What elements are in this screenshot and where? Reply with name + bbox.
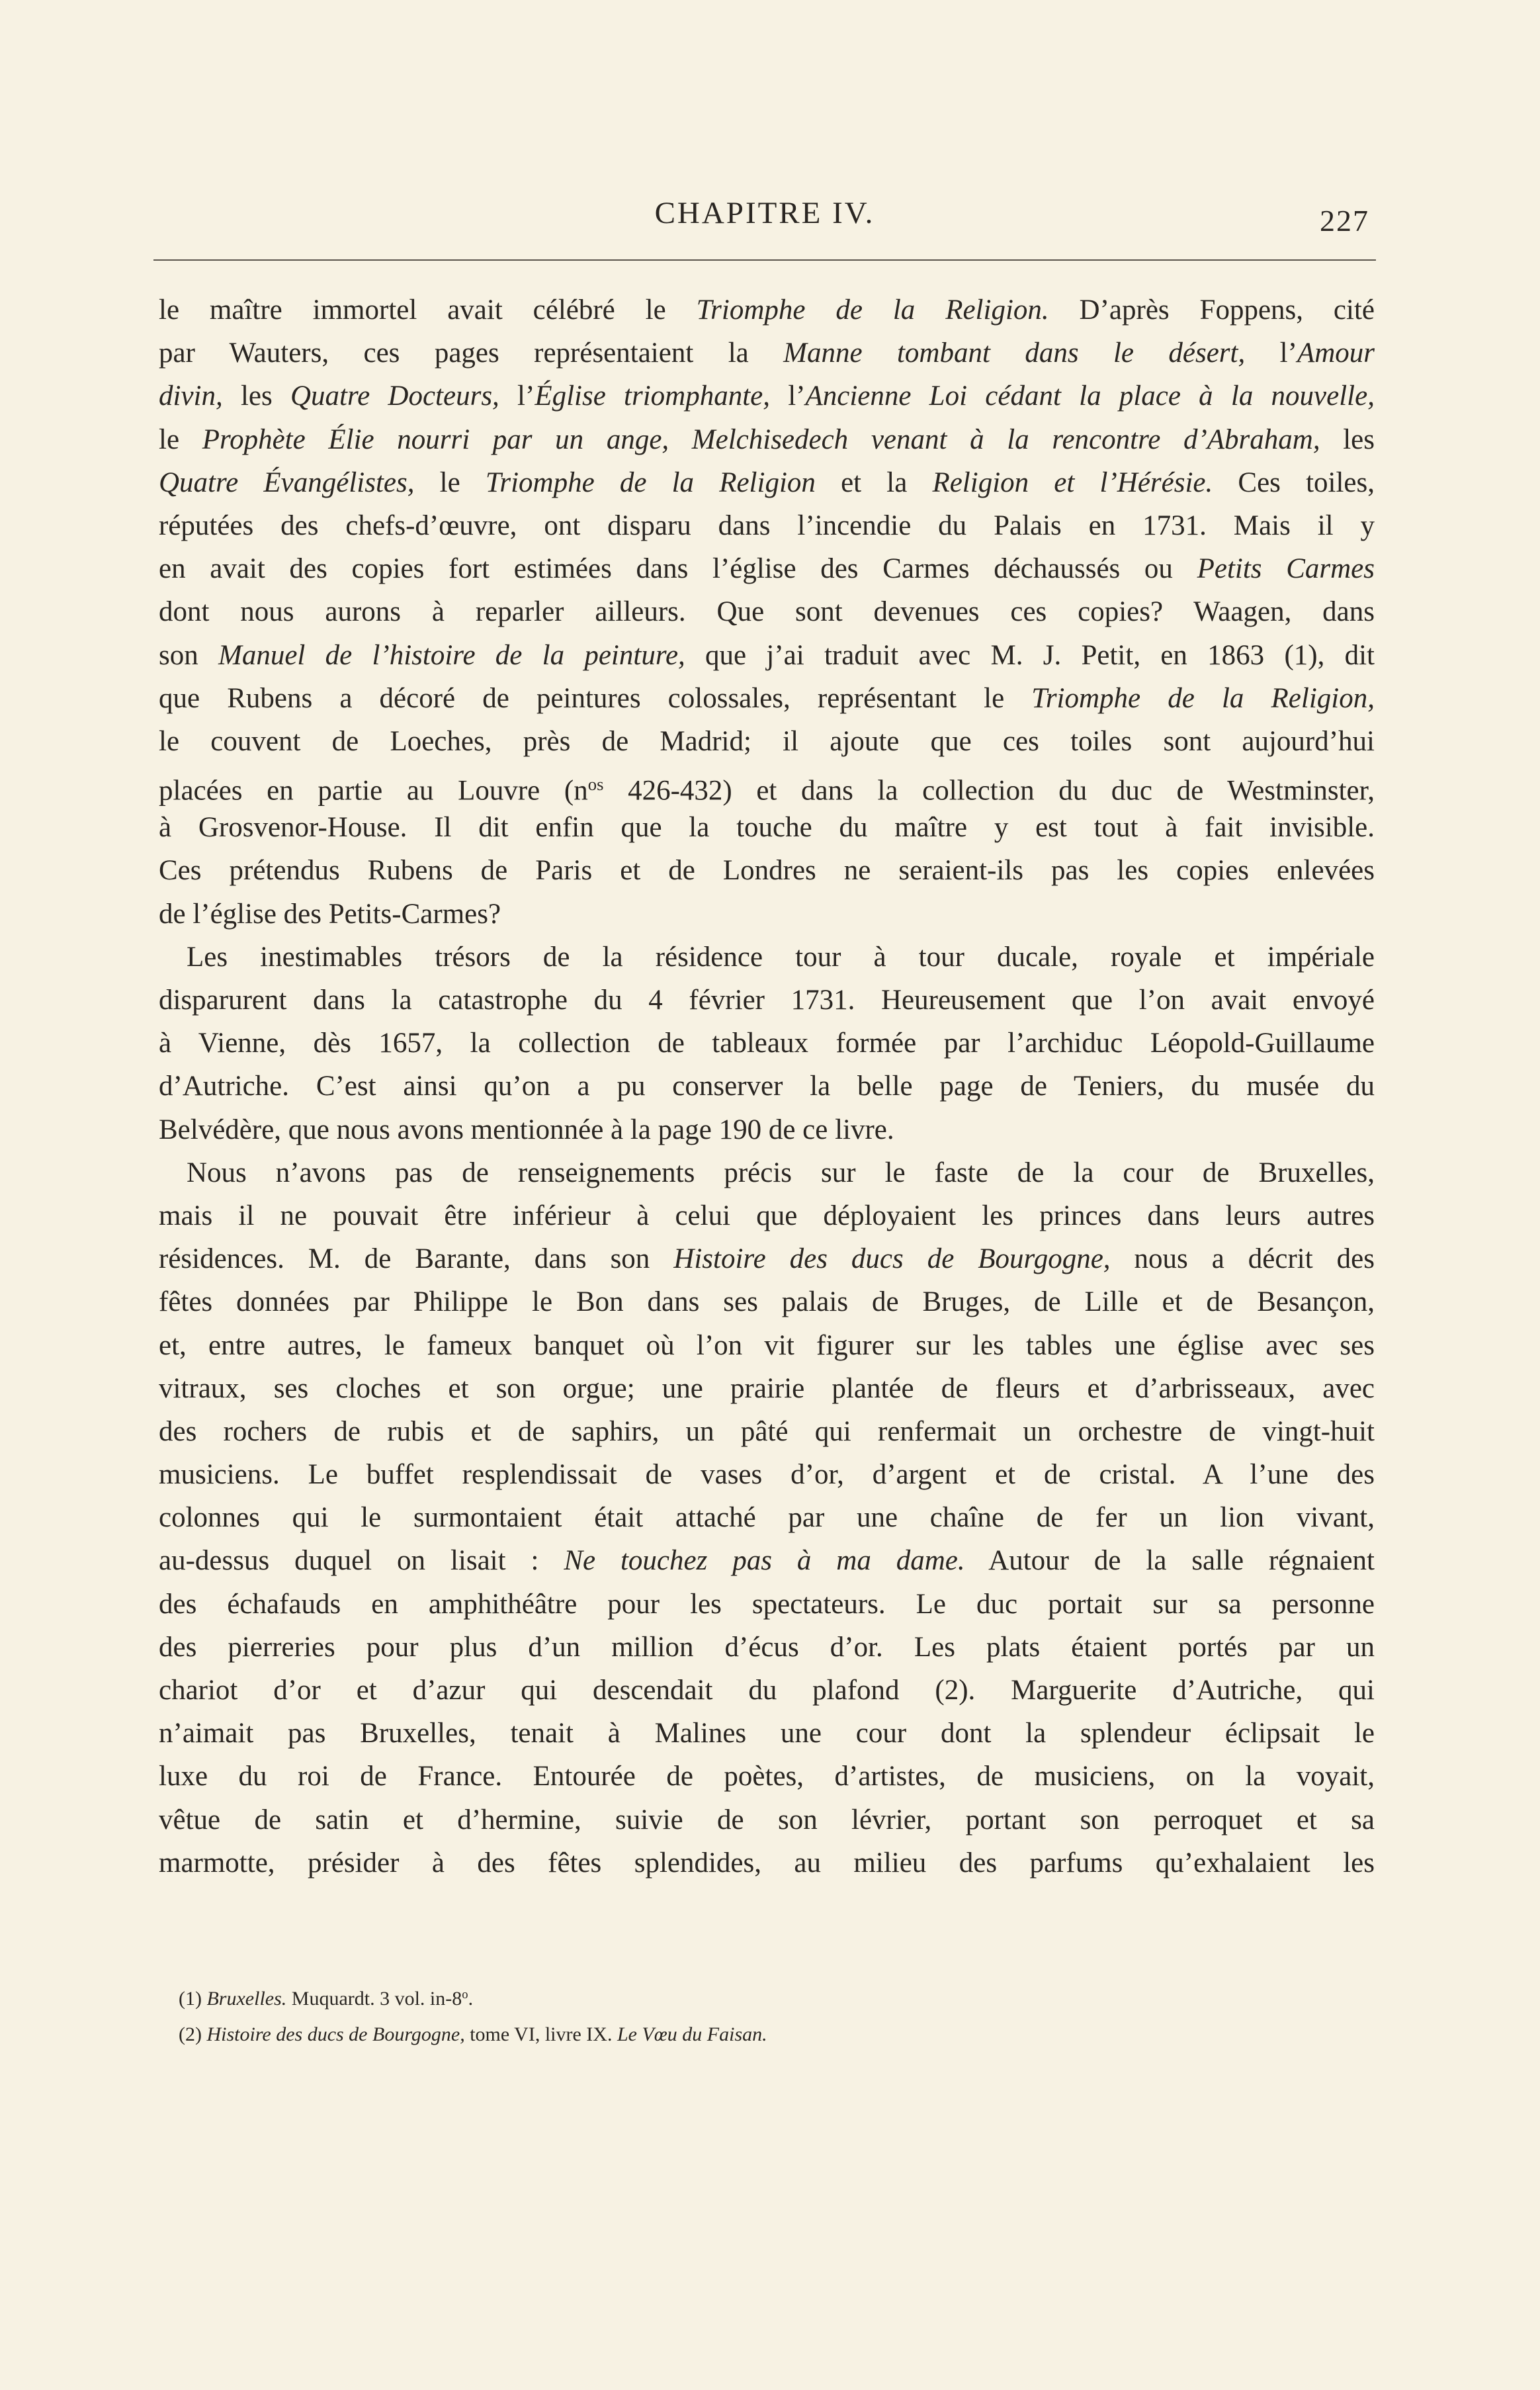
text-line: vêtue de satin et d’hermine, suivie de son lévrier, portant son perroquet et sa <box>159 1804 1375 1836</box>
text-line: Nous n’avons pas de renseignements précis sur le faste de la cour de Bruxelles, <box>187 1157 1375 1188</box>
chapter-title: CHAPITRE IV. <box>654 196 875 230</box>
text-line: disparurent dans la catastrophe du 4 février 1731. Heureusement que l’on avait envoyé <box>159 985 1375 1016</box>
text-line: musiciens. Le buffet resplendissait de vases d’or, d’argent et de cristal. A l’une des <box>159 1459 1375 1491</box>
text-line: luxe du roi de France. Entourée de poètes, d’artistes, de musiciens, on la voyait, <box>159 1761 1375 1792</box>
text-line: le maître immortel avait célébré le Triomphe de la Religion. D’après Foppens, cité <box>159 294 1375 326</box>
text-line: en avait des copies fort estimées dans l’église des Carmes déchaussés ou Petits Carmes <box>159 553 1375 585</box>
text-line: résidences. M. de Barante, dans son Histoire des ducs de Bourgogne, nous a décrit des <box>159 1243 1375 1275</box>
text-line: des pierreries pour plus d’un million d’écus d’or. Les plats étaient portés par un <box>159 1631 1375 1663</box>
text-line: Belvédère, que nous avons mentionnée à la page 190 de ce livre. <box>159 1114 894 1145</box>
text-line: le Prophète Élie nourri par un ange, Melchisedech venant à la rencontre d’Abraham, les <box>159 423 1375 455</box>
text-line: par Wauters, ces pages représentaient la Manne tombant dans le désert, l’Amour <box>159 337 1375 369</box>
body-text <box>159 288 1375 1884</box>
text-line: des échafauds en amphithéâtre pour les spectateurs. Le duc portait sur sa personne <box>159 1588 1375 1620</box>
header-rule <box>153 259 1376 261</box>
text-line: fêtes données par Philippe le Bon dans ses palais de Bruges, de Lille et de Besançon, <box>159 1286 1375 1318</box>
text-line: des rochers de rubis et de saphirs, un pâté qui renfermait un orchestre de vingt-huit <box>159 1415 1375 1447</box>
text-line: divin, les Quatre Docteurs, l’Église triomphante, l’Ancienne Loi cédant la place à la nouvelle, <box>159 380 1375 412</box>
running-header <box>153 193 1376 238</box>
page-number: 227 <box>1320 204 1369 238</box>
footnote: (2) Histoire des ducs de Bourgogne, tome VI, livre IX. Le Vœu du Faisan. <box>179 2023 767 2046</box>
text-line: au-dessus duquel on lisait : Ne touchez pas à ma dame. Autour de la salle régnaient <box>159 1545 1375 1577</box>
text-line: de l’église des Petits-Carmes? <box>159 898 501 930</box>
text-line: son Manuel de l’histoire de la peinture, que j’ai traduit avec M. J. Petit, en 1863 (1), dit <box>159 639 1375 671</box>
text-line: placées en partie au Louvre ($n^{os}$ 426-432) et dans la collection du duc de Westminster, <box>159 774 1375 807</box>
text-line: Ces prétendus Rubens de Paris et de Londres ne seraient-ils pas les copies enlevées <box>159 855 1375 887</box>
text-line: vitraux, ses cloches et son orgue; une prairie plantée de fleurs et d’arbrisseaux, avec <box>159 1372 1375 1404</box>
footnote: (1) Bruxelles. Muquardt. 3 vol. in-8$^o$. <box>179 1988 474 2010</box>
text-line: dont nous aurons à reparler ailleurs. Que sont devenues ces copies? Waagen, dans <box>159 596 1375 628</box>
text-line: Les inestimables trésors de la résidence tour à tour ducale, royale et impériale <box>187 941 1375 973</box>
text-line: marmotte, présider à des fêtes splendides, au milieu des parfums qu’exhalaient les <box>159 1847 1375 1879</box>
text-line: chariot d’or et d’azur qui descendait du plafond (2). Marguerite d’Autriche, qui <box>159 1675 1375 1706</box>
text-line: le couvent de Loeches, près de Madrid; il ajoute que ces toiles sont aujourd’hui <box>159 725 1375 757</box>
text-line: à Grosvenor-House. Il dit enfin que la touche du maître y est tout à fait invisible. <box>159 812 1375 844</box>
footnotes <box>179 1977 1303 2053</box>
text-line: réputées des chefs-d’œuvre, ont disparu dans l’incendie du Palais en 1731. Mais il y <box>159 509 1375 541</box>
text-line: d’Autriche. C’est ainsi qu’on a pu conserver la belle page de Teniers, du musée du <box>159 1071 1375 1102</box>
text-line: que Rubens a décoré de peintures colossales, représentant le Triomphe de la Religion, <box>159 682 1375 714</box>
text-line: et, entre autres, le fameux banquet où l’on vit figurer sur les tables une église avec ses <box>159 1329 1375 1361</box>
text-line: colonnes qui le surmontaient était attaché par une chaîne de fer un lion vivant, <box>159 1502 1375 1534</box>
text-line: à Vienne, dès 1657, la collection de tableaux formée par l’archiduc Léopold-Guillaume <box>159 1028 1375 1059</box>
text-line: mais il ne pouvait être inférieur à celui que déployaient les princes dans leurs autres <box>159 1200 1375 1231</box>
text-line: Quatre Évangélistes, le Triomphe de la Religion et la Religion et l’Hérésie. Ces toiles, <box>159 466 1375 498</box>
text-line: n’aimait pas Bruxelles, tenait à Malines une cour dont la splendeur éclipsait le <box>159 1718 1375 1749</box>
